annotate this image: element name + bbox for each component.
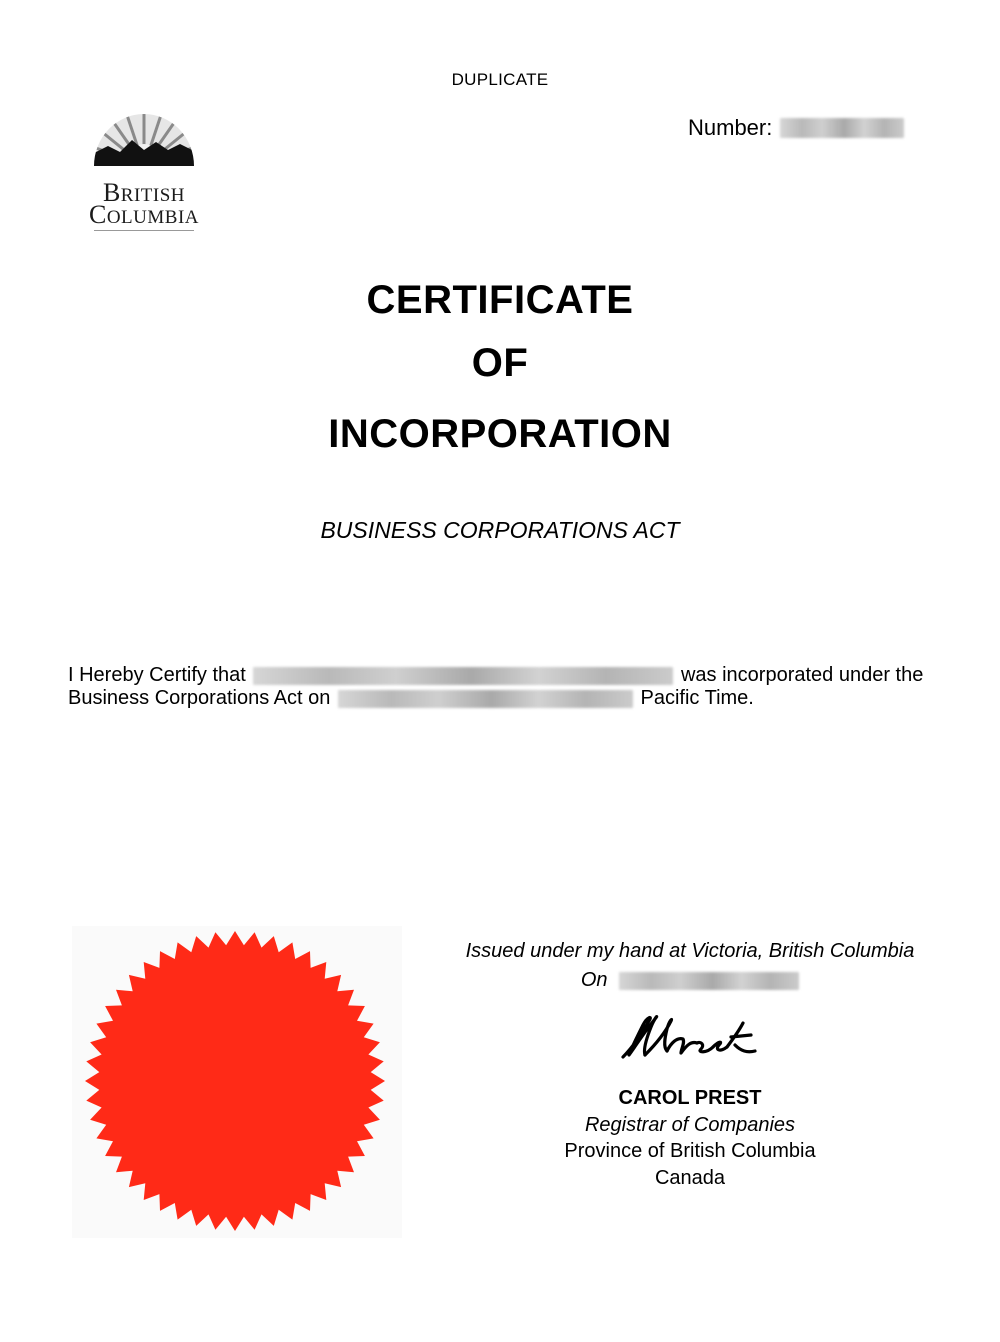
registrar-name: CAROL PREST [618, 1087, 762, 1109]
certify-middle: was incorporated under the Business Corporations Act on [68, 664, 924, 709]
signature-icon [615, 1005, 765, 1075]
certify-prefix: I Hereby Certify that [68, 664, 246, 686]
certification-text [68, 664, 948, 710]
title-line-1: CERTIFICATE [366, 278, 634, 322]
title-line-3: INCORPORATION [328, 412, 672, 456]
red-seal-icon [72, 926, 402, 1238]
bc-logo [74, 110, 214, 234]
act-name: BUSINESS CORPORATIONS ACT [320, 517, 680, 543]
redacted-company-name [253, 667, 673, 685]
registrar-title: Registrar of Companies [584, 1113, 796, 1136]
logo-underline [94, 230, 194, 231]
redacted-incorporation-date [338, 690, 633, 708]
issuance-block [440, 940, 940, 992]
bc-sun-mountain-icon [74, 110, 214, 180]
issued-line: Issued under my hand at Victoria, British Columbia [465, 940, 915, 962]
on-label: On [580, 969, 608, 991]
seal-area [72, 926, 402, 1238]
logo-text-columbia: COLUMBIA [88, 200, 199, 229]
registrar-block [440, 1085, 940, 1191]
redacted-issue-date [619, 972, 799, 990]
logo-text-british: BRITISH [102, 178, 186, 207]
title-line-2: OF [471, 341, 529, 385]
certificate-number [688, 115, 904, 141]
number-label: Number: [688, 115, 773, 140]
redacted-number [780, 118, 904, 138]
issue-date-row [440, 969, 940, 992]
registrar-signature [615, 1005, 765, 1075]
duplicate-label: DUPLICATE [451, 70, 549, 89]
certify-suffix: Pacific Time. [640, 687, 754, 709]
registrar-country: Canada [654, 1166, 726, 1189]
registrar-province: Province of British Columbia [564, 1140, 816, 1162]
